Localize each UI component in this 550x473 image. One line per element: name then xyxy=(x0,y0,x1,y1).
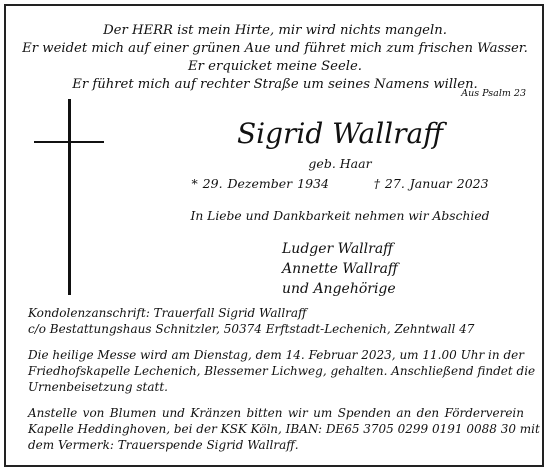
cross-icon xyxy=(68,99,71,295)
psalm-line: Er erquicket meine Seele. xyxy=(188,59,362,74)
notice-block xyxy=(28,305,540,453)
mass-notice xyxy=(28,347,536,395)
cross-icon-bar xyxy=(34,141,104,143)
mourners-list xyxy=(282,239,398,299)
deceased-name: Sigrid Wallraff xyxy=(236,117,444,150)
mourner: Ludger Wallraff xyxy=(282,241,394,257)
donation-line: dem Vermerk: Trauerspende Sigrid Wallraff. xyxy=(28,438,299,452)
maiden-name: geb. Haar xyxy=(308,156,372,171)
psalm-line: Er führet mich auf rechter Straße um seines Namens willen. xyxy=(72,77,478,92)
mass-line: Friedhofskapelle Lechenich, Blessemer Lichweg, gehalten. Anschließend findet die xyxy=(28,364,536,378)
mass-line: Urnenbeisetzung statt. xyxy=(28,380,168,394)
condolence-address xyxy=(28,305,524,337)
farewell-text: In Liebe und Dankbarkeit nehmen wir Abschied xyxy=(190,209,490,223)
psalm-quote xyxy=(0,22,550,94)
mourner: und Angehörige xyxy=(282,281,396,297)
donation-line: Anstelle von Blumen und Kränzen bitten wir um Spenden an den Förderverein xyxy=(28,406,524,420)
donation-line: Kapelle Heddinghoven, bei der KSK Köln, IBAN: DE65 3705 0299 0191 0088 30 mit xyxy=(28,422,540,436)
mass-line: Die heilige Messe wird am Dienstag, dem 14. Februar 2023, um 11.00 Uhr in der xyxy=(28,348,524,362)
death-date: † 27. Januar 2023 xyxy=(373,176,489,191)
donation-notice xyxy=(28,405,540,453)
birth-date: * 29. Dezember 1934 xyxy=(191,176,329,191)
condolence-line: c/o Bestattungshaus Schnitzler, 50374 Erftstadt-Lechenich, Zehntwall 47 xyxy=(28,322,475,336)
condolence-line: Kondolenzanschrift: Trauerfall Sigrid Wallraff xyxy=(28,306,307,320)
psalm-line: Der HERR ist mein Hirte, mir wird nichts mangeln. xyxy=(103,23,447,38)
life-dates xyxy=(150,176,530,191)
psalm-source: Aus Psalm 23 xyxy=(461,88,526,99)
psalm-line: Er weidet mich auf einer grünen Aue und führet mich zum frischen Wasser. xyxy=(22,41,528,56)
mourner: Annette Wallraff xyxy=(282,261,398,277)
